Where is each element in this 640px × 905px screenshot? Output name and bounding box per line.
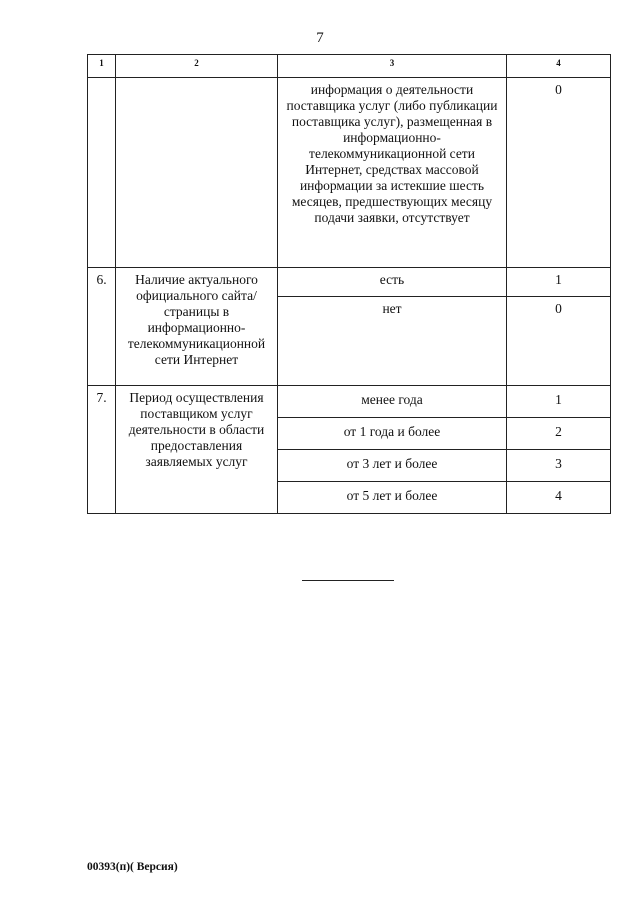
points-cell: 3: [507, 450, 611, 482]
criterion-number: 7.: [88, 386, 116, 514]
criteria-table: [87, 54, 611, 514]
divider-line: [302, 580, 394, 581]
option-cell: нет: [278, 297, 507, 386]
criterion-text: Период осуществления поставщиком услуг деятельности в области предоставления заявляемых услуг: [116, 386, 278, 514]
number-cell: [88, 78, 116, 268]
option-cell: от 5 лет и более: [278, 482, 507, 514]
option-cell: менее года: [278, 386, 507, 418]
option-cell: от 3 лет и более: [278, 450, 507, 482]
points-cell: 0: [507, 297, 611, 386]
header-col-1: 1: [88, 55, 116, 78]
points-cell: 0: [507, 78, 611, 268]
header-col-3: 3: [278, 55, 507, 78]
option-cell: информация о деятельности поставщика услуг (либо публикации поставщика услуг), размещенная в информационно-телекоммуникационной сети Интернет, средствах массовой информации за истекшие шесть месяцев, предшествующих месяцу подачи заявки, отсутствует: [278, 78, 507, 268]
document-footer: 00393(п)( Версия): [87, 861, 178, 873]
option-cell: от 1 года и более: [278, 418, 507, 450]
table-row: [88, 386, 611, 418]
criterion-cell: [116, 78, 278, 268]
option-cell: есть: [278, 268, 507, 297]
table-header-row: [88, 55, 611, 78]
points-cell: 1: [507, 268, 611, 297]
points-cell: 2: [507, 418, 611, 450]
criterion-number: 6.: [88, 268, 116, 386]
page-number: 7: [316, 30, 324, 46]
header-col-4: 4: [507, 55, 611, 78]
table-row: [88, 78, 611, 268]
points-cell: 4: [507, 482, 611, 514]
criterion-text: Наличие актуального официального сайта/страницы в информационно-телекоммуникационной сети Интернет: [116, 268, 278, 386]
table-row: [88, 268, 611, 297]
header-col-2: 2: [116, 55, 278, 78]
points-cell: 1: [507, 386, 611, 418]
